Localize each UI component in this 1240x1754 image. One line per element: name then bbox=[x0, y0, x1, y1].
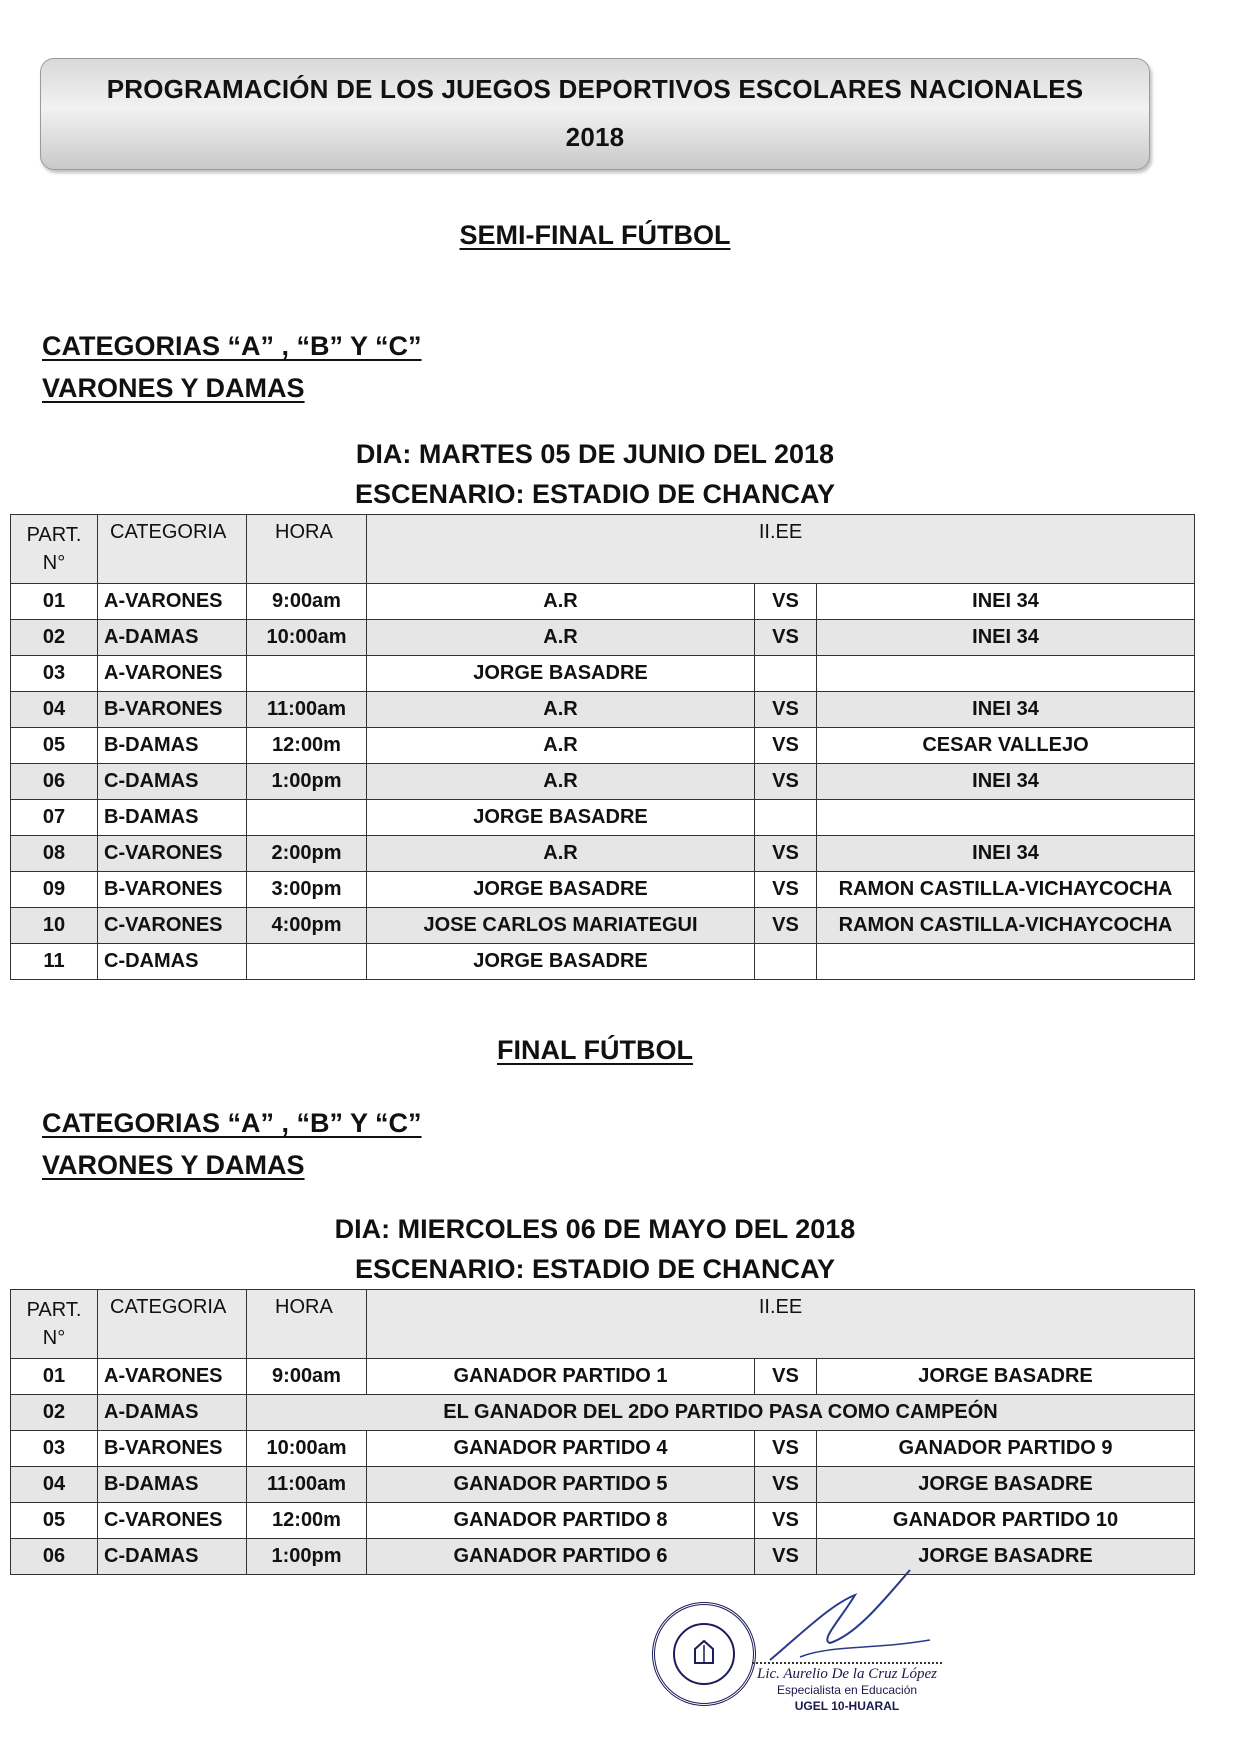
header-schools: II.EE bbox=[367, 515, 1195, 584]
match-time: 4:00pm bbox=[247, 908, 367, 944]
table-header-row bbox=[11, 1290, 1195, 1359]
match-home-team: JOSE CARLOS MARIATEGUI bbox=[367, 908, 755, 944]
title-line-2: 2018 bbox=[565, 122, 625, 152]
match-away-team: INEI 34 bbox=[817, 692, 1195, 728]
semifinal-venue: ESCENARIO: ESTADIO DE CHANCAY bbox=[354, 479, 836, 509]
match-number: 11 bbox=[11, 944, 98, 980]
match-number: 06 bbox=[11, 764, 98, 800]
match-away-team bbox=[817, 944, 1195, 980]
table-row bbox=[11, 584, 1195, 620]
match-time: 12:00m bbox=[247, 1503, 367, 1539]
match-note: EL GANADOR DEL 2DO PARTIDO PASA COMO CAMPEÓN bbox=[247, 1395, 1195, 1431]
signature-name: Lic. Aurelio De la Cruz López bbox=[752, 1662, 942, 1683]
table-row bbox=[11, 1539, 1195, 1575]
match-vs: VS bbox=[755, 692, 817, 728]
table-row bbox=[11, 728, 1195, 764]
match-time bbox=[247, 800, 367, 836]
title-line-1: PROGRAMACIÓN DE LOS JUEGOS DEPORTIVOS ESCOLARES NACIONALES bbox=[106, 74, 1084, 104]
table-row bbox=[11, 1467, 1195, 1503]
match-home-team: GANADOR PARTIDO 5 bbox=[367, 1467, 755, 1503]
match-vs: VS bbox=[755, 836, 817, 872]
final-categories bbox=[42, 1102, 422, 1186]
match-category: A-VARONES bbox=[98, 656, 247, 692]
match-time: 10:00am bbox=[247, 1431, 367, 1467]
header-schools: II.EE bbox=[367, 1290, 1195, 1359]
match-number: 03 bbox=[11, 656, 98, 692]
match-number: 01 bbox=[11, 1359, 98, 1395]
match-away-team: GANADOR PARTIDO 10 bbox=[817, 1503, 1195, 1539]
match-vs: VS bbox=[755, 620, 817, 656]
final-day-info bbox=[0, 1209, 1190, 1289]
match-vs bbox=[755, 800, 817, 836]
match-time: 3:00pm bbox=[247, 872, 367, 908]
semifinal-day-info bbox=[0, 434, 1190, 514]
match-vs bbox=[755, 656, 817, 692]
match-home-team: JORGE BASADRE bbox=[367, 944, 755, 980]
match-away-team bbox=[817, 800, 1195, 836]
match-away-team: RAMON CASTILLA-VICHAYCOCHA bbox=[817, 908, 1195, 944]
header-time: HORA bbox=[247, 515, 367, 584]
table-row bbox=[11, 1431, 1195, 1467]
match-number: 06 bbox=[11, 1539, 98, 1575]
match-home-team: A.R bbox=[367, 764, 755, 800]
match-away-team: INEI 34 bbox=[817, 764, 1195, 800]
match-number: 08 bbox=[11, 836, 98, 872]
semifinal-categories bbox=[42, 325, 422, 409]
match-category: B-VARONES bbox=[98, 872, 247, 908]
final-title: FINAL FÚTBOL bbox=[497, 1035, 693, 1065]
match-category: B-VARONES bbox=[98, 692, 247, 728]
final-categories-line-2: VARONES Y DAMAS bbox=[42, 1150, 305, 1180]
match-number: 07 bbox=[11, 800, 98, 836]
match-time: 11:00am bbox=[247, 692, 367, 728]
match-time: 11:00am bbox=[247, 1467, 367, 1503]
match-number: 10 bbox=[11, 908, 98, 944]
final-categories-line-1: CATEGORIAS “A” , “B” Y “C” bbox=[42, 1108, 422, 1138]
match-category: A-VARONES bbox=[98, 584, 247, 620]
match-time bbox=[247, 656, 367, 692]
match-time: 9:00am bbox=[247, 584, 367, 620]
match-number: 04 bbox=[11, 692, 98, 728]
match-home-team: A.R bbox=[367, 692, 755, 728]
table-row bbox=[11, 1503, 1195, 1539]
match-home-team: GANADOR PARTIDO 8 bbox=[367, 1503, 755, 1539]
match-home-team: A.R bbox=[367, 584, 755, 620]
table-row bbox=[11, 1395, 1195, 1431]
match-home-team: GANADOR PARTIDO 4 bbox=[367, 1431, 755, 1467]
final-venue: ESCENARIO: ESTADIO DE CHANCAY bbox=[354, 1254, 836, 1284]
match-home-team: JORGE BASADRE bbox=[367, 872, 755, 908]
match-number: 05 bbox=[11, 1503, 98, 1539]
match-category: C-VARONES bbox=[98, 836, 247, 872]
match-time: 10:00am bbox=[247, 620, 367, 656]
header-part: PART. N° bbox=[11, 515, 98, 584]
match-category: C-VARONES bbox=[98, 908, 247, 944]
match-vs: VS bbox=[755, 1467, 817, 1503]
match-number: 09 bbox=[11, 872, 98, 908]
match-time: 12:00m bbox=[247, 728, 367, 764]
match-away-team: CESAR VALLEJO bbox=[817, 728, 1195, 764]
header-time: HORA bbox=[247, 1290, 367, 1359]
match-away-team: JORGE BASADRE bbox=[817, 1359, 1195, 1395]
match-away-team: INEI 34 bbox=[817, 620, 1195, 656]
match-number: 05 bbox=[11, 728, 98, 764]
match-away-team: INEI 34 bbox=[817, 836, 1195, 872]
header-category: CATEGORIA bbox=[98, 515, 247, 584]
match-number: 02 bbox=[11, 1395, 98, 1431]
match-vs bbox=[755, 944, 817, 980]
semifinal-title: SEMI-FINAL FÚTBOL bbox=[459, 220, 731, 250]
match-away-team: RAMON CASTILLA-VICHAYCOCHA bbox=[817, 872, 1195, 908]
match-category: A-DAMAS bbox=[98, 1395, 247, 1431]
table-row bbox=[11, 800, 1195, 836]
match-vs: VS bbox=[755, 1431, 817, 1467]
match-vs: VS bbox=[755, 1503, 817, 1539]
header-category: CATEGORIA bbox=[98, 1290, 247, 1359]
signature-role: Especialista en Educación bbox=[776, 1683, 918, 1697]
match-home-team: GANADOR PARTIDO 1 bbox=[367, 1359, 755, 1395]
match-category: C-VARONES bbox=[98, 1503, 247, 1539]
match-away-team: INEI 34 bbox=[817, 584, 1195, 620]
semifinal-categories-line-2: VARONES Y DAMAS bbox=[42, 373, 305, 403]
official-seal bbox=[652, 1602, 756, 1706]
header-part: PART. N° bbox=[11, 1290, 98, 1359]
table-row bbox=[11, 692, 1195, 728]
match-away-team bbox=[817, 656, 1195, 692]
handwritten-signature bbox=[760, 1565, 940, 1675]
match-category: A-VARONES bbox=[98, 1359, 247, 1395]
match-vs: VS bbox=[755, 728, 817, 764]
match-number: 02 bbox=[11, 620, 98, 656]
match-category: C-DAMAS bbox=[98, 944, 247, 980]
match-vs: VS bbox=[755, 584, 817, 620]
match-number: 03 bbox=[11, 1431, 98, 1467]
match-home-team: A.R bbox=[367, 620, 755, 656]
table-header-row bbox=[11, 515, 1195, 584]
semifinal-table bbox=[10, 514, 1195, 980]
semifinal-categories-line-1: CATEGORIAS “A” , “B” Y “C” bbox=[42, 331, 422, 361]
table-row bbox=[11, 872, 1195, 908]
match-time: 9:00am bbox=[247, 1359, 367, 1395]
match-home-team: JORGE BASADRE bbox=[367, 800, 755, 836]
match-vs: VS bbox=[755, 1359, 817, 1395]
match-time: 1:00pm bbox=[247, 764, 367, 800]
match-home-team: GANADOR PARTIDO 6 bbox=[367, 1539, 755, 1575]
match-vs: VS bbox=[755, 872, 817, 908]
match-category: B-DAMAS bbox=[98, 1467, 247, 1503]
match-home-team: JORGE BASADRE bbox=[367, 656, 755, 692]
match-vs: VS bbox=[755, 1539, 817, 1575]
table-row bbox=[11, 764, 1195, 800]
match-away-team: GANADOR PARTIDO 9 bbox=[817, 1431, 1195, 1467]
match-vs: VS bbox=[755, 764, 817, 800]
table-row bbox=[11, 944, 1195, 980]
match-number: 04 bbox=[11, 1467, 98, 1503]
match-category: B-VARONES bbox=[98, 1431, 247, 1467]
match-time: 2:00pm bbox=[247, 836, 367, 872]
table-row bbox=[11, 620, 1195, 656]
signature-org: UGEL 10-HUARAL bbox=[794, 1699, 900, 1713]
final-day: DIA: MIERCOLES 06 DE MAYO DEL 2018 bbox=[334, 1214, 856, 1244]
final-table bbox=[10, 1289, 1195, 1575]
match-vs: VS bbox=[755, 908, 817, 944]
match-home-team: A.R bbox=[367, 728, 755, 764]
match-number: 01 bbox=[11, 584, 98, 620]
match-category: B-DAMAS bbox=[98, 728, 247, 764]
table-row bbox=[11, 1359, 1195, 1395]
match-time: 1:00pm bbox=[247, 1539, 367, 1575]
match-away-team: JORGE BASADRE bbox=[817, 1539, 1195, 1575]
table-row bbox=[11, 836, 1195, 872]
table-row bbox=[11, 908, 1195, 944]
match-category: C-DAMAS bbox=[98, 1539, 247, 1575]
match-category: A-DAMAS bbox=[98, 620, 247, 656]
match-home-team: A.R bbox=[367, 836, 755, 872]
semifinal-day: DIA: MARTES 05 DE JUNIO DEL 2018 bbox=[355, 439, 835, 469]
title-banner bbox=[40, 58, 1150, 170]
match-category: B-DAMAS bbox=[98, 800, 247, 836]
match-category: C-DAMAS bbox=[98, 764, 247, 800]
match-time bbox=[247, 944, 367, 980]
match-away-team: JORGE BASADRE bbox=[817, 1467, 1195, 1503]
table-row bbox=[11, 656, 1195, 692]
